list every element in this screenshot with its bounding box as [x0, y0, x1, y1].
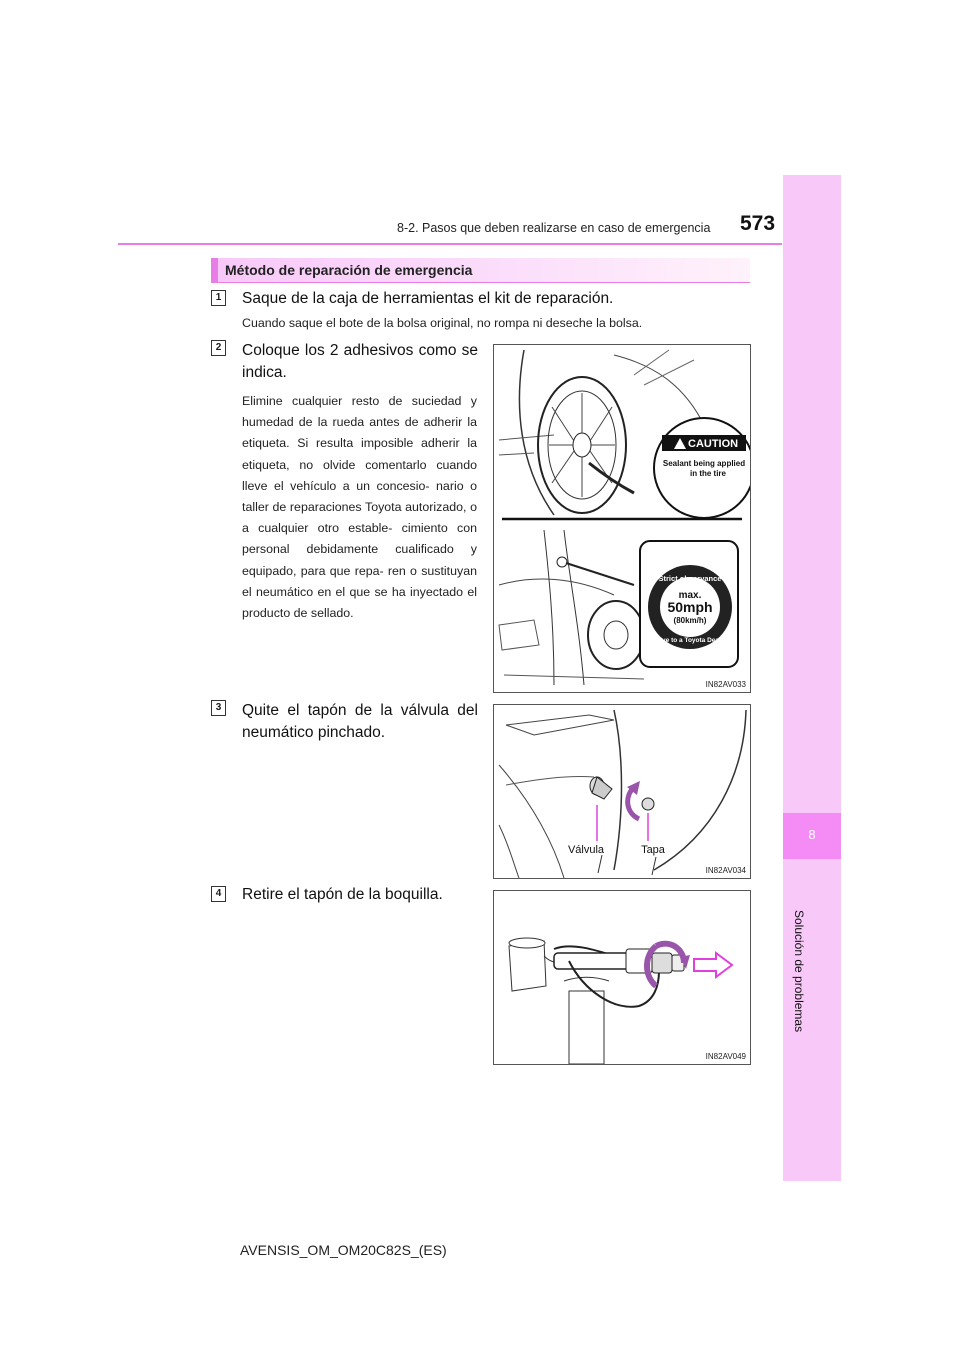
section-heading-marker: [211, 258, 218, 283]
speed-bottom-text: Drive to a Toyota Dealer: [653, 637, 727, 644]
step-text: Quite el tapón de la válvula del neumático pinchado.: [242, 702, 478, 741]
page-number: 573: [740, 212, 776, 235]
figure-code: IN82AV033: [705, 680, 746, 689]
sidebar-tab-top: [783, 175, 841, 813]
speed-kmh-value: (80km/h): [673, 616, 707, 625]
nozzle-cap-illustration: [494, 891, 750, 1064]
step-number: 3: [211, 700, 226, 716]
chapter-number: 8: [808, 827, 816, 842]
step-note: Cuando saque el bote de la bolsa original, no rompa ni deseche la bolsa.: [242, 316, 643, 330]
speed-top-text: Strict observance: [658, 574, 722, 583]
figure-stickers: [493, 344, 751, 693]
step-number: 1: [211, 290, 226, 306]
step-text: Saque de la caja de herramientas el kit de reparación.: [242, 290, 614, 307]
valve-label: Válvula: [567, 844, 605, 856]
header-rule: [118, 243, 782, 245]
step-number: 4: [211, 886, 226, 902]
cap-label: Tapa: [641, 844, 665, 856]
caution-line-1: Sealant being applied: [662, 459, 746, 468]
speed-max-label: max.: [678, 590, 702, 601]
caution-line-2: in the tire: [689, 469, 727, 478]
caution-title: CAUTION: [688, 438, 739, 450]
figure-nozzle-cap: [493, 890, 751, 1065]
figure-code: IN82AV034: [705, 866, 746, 875]
step-note: Elimine cualquier resto de suciedad y humedad de la rueda antes de adherir la etiqueta. Si resulta imposible adherir la etiqueta, no olvide comentarlo cuando lleve el vehículo a un concesio- nario o taller de reparaciones Toyota autorizado, o a cualquier otro estable- cimiento con personal debidamente cualificado y equipado, para que repa- ren o sustituyan el neumático en el que se ha inyectado el producto de sellado.: [242, 394, 477, 621]
step-text: Coloque los 2 adhesivos como se indica.: [242, 342, 478, 381]
stickers-illustration: [494, 345, 750, 692]
speed-mph-value: 50mph: [667, 599, 713, 615]
step-text: Retire el tapón de la boquilla.: [242, 886, 443, 903]
section-title: Método de reparación de emergencia: [225, 262, 473, 278]
section-path: 8-2. Pasos que deben realizarse en caso de emergencia: [397, 221, 711, 235]
valve-cap-illustration: [494, 705, 750, 878]
document-id: AVENSIS_OM_OM20C82S_(ES): [240, 1242, 447, 1258]
chapter-label: Solución de problemas: [792, 910, 806, 1033]
figure-valve-cap: [493, 704, 751, 879]
figure-code: IN82AV049: [705, 1052, 746, 1061]
step-number: 2: [211, 340, 226, 356]
